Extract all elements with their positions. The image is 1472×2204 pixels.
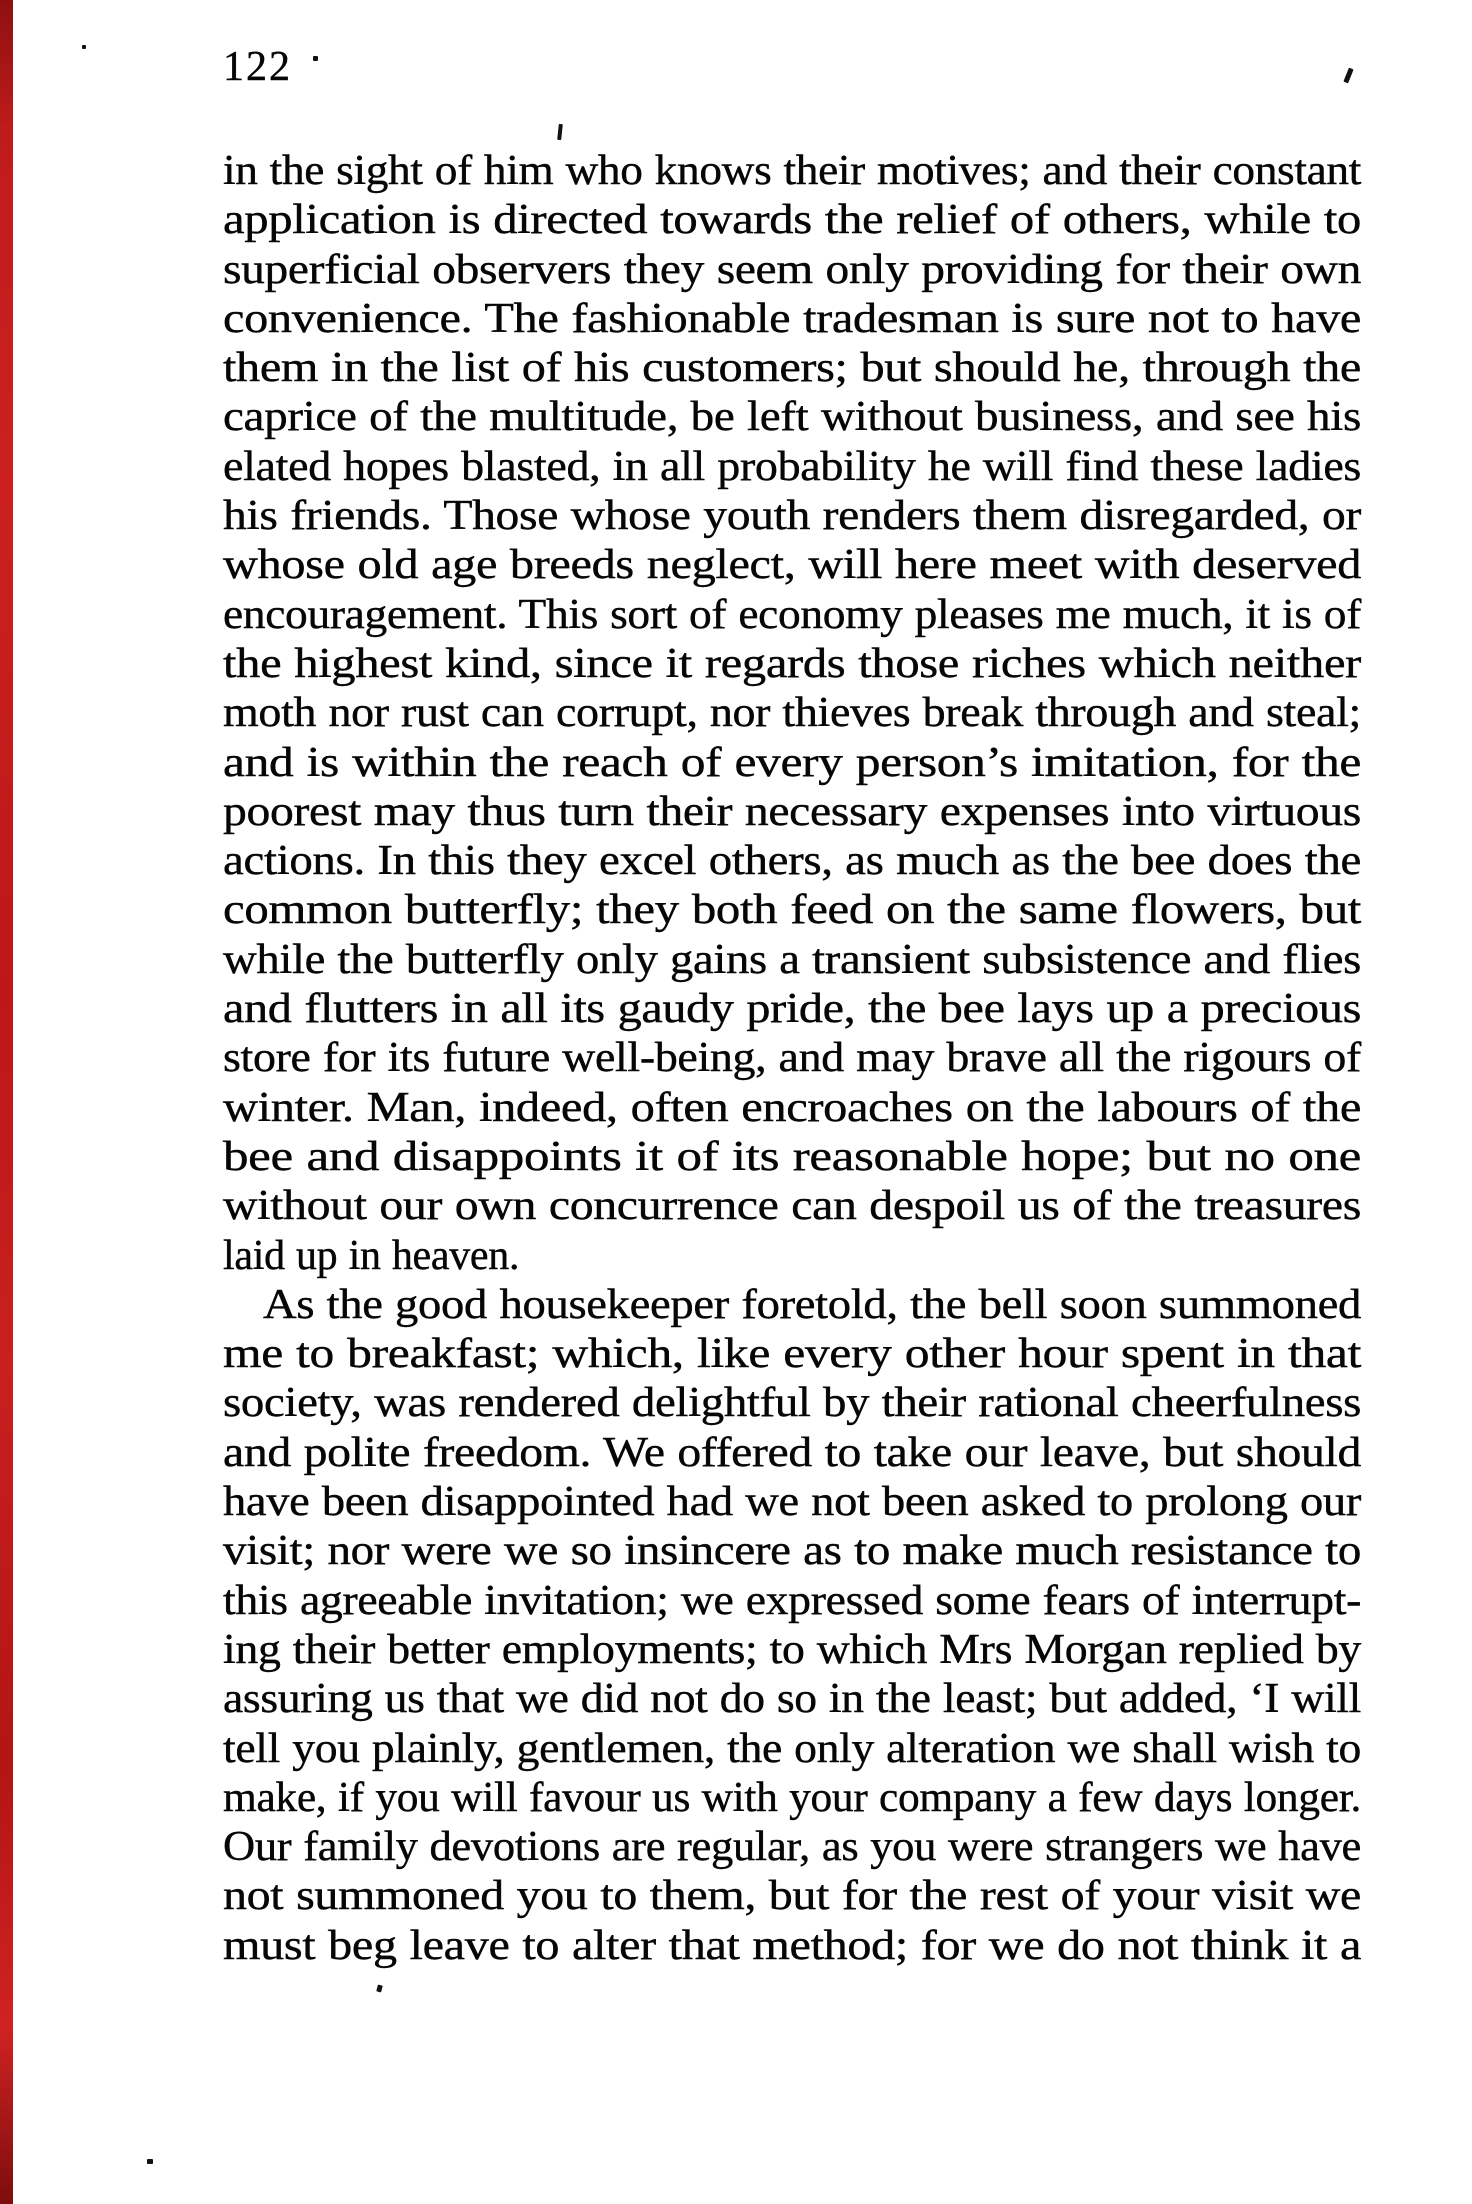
text-line-content: ing their better employments; to which Mrs Morgan replied by [223, 1626, 1361, 1673]
text-block [223, 147, 1361, 1971]
text-line-content: whose old age breeds neglect, will here meet with deserved [223, 542, 1361, 589]
text-line-content: tell you plainly, gentlemen, the only alteration we shall wish to [223, 1725, 1361, 1772]
text-line-content: bee and disappoints it of its reasonable hope; but no one [223, 1133, 1361, 1180]
text-line [223, 196, 1361, 245]
text-line [223, 1281, 1361, 1330]
text-line-content: this agreeable invitation; we expressed some fears of interrupt- [223, 1577, 1361, 1624]
text-line [223, 1330, 1361, 1379]
text-line-content: in the sight of him who knows their motives; and their constant [223, 148, 1361, 194]
text-line [223, 1823, 1361, 1872]
text-line-content: and flutters in all its gaudy pride, the bee lays up a precious [223, 986, 1361, 1033]
text-line [223, 1725, 1361, 1774]
text-line-content: society, was rendered delightful by their rational cheerfulness [223, 1380, 1361, 1427]
text-line [223, 443, 1361, 492]
text-line-content: moth nor rust can corrupt, nor thieves break through and steal; [223, 690, 1361, 737]
text-line [223, 640, 1361, 689]
text-line-content: while the butterfly only gains a transient subsistence and flies [223, 936, 1361, 983]
text-line [223, 246, 1361, 295]
text-line [223, 492, 1361, 541]
text-line [223, 739, 1361, 788]
text-line [223, 295, 1361, 344]
text-line-content: application is directed towards the relief of others, while to [223, 197, 1361, 244]
text-line-content: poorest may thus turn their necessary expenses into virtuous [223, 788, 1361, 835]
text-line [223, 936, 1361, 985]
text-line [223, 1379, 1361, 1428]
text-line-content: store for its future well-being, and may brave all the rigours of [223, 1035, 1361, 1082]
text-line-content: assuring us that we did not do so in the least; but added, ‘I will [223, 1676, 1361, 1723]
text-line [223, 1084, 1361, 1133]
text-line [223, 788, 1361, 837]
text-line [223, 1429, 1361, 1478]
text-line [223, 1675, 1361, 1724]
text-line [223, 1577, 1361, 1626]
scan-speck [1343, 68, 1353, 84]
text-line-content: caprice of the multitude, be left without business, and see his [223, 394, 1361, 441]
text-line-content: have been disappointed had we not been asked to prolong our [223, 1479, 1361, 1526]
text-line [223, 1133, 1361, 1182]
text-line-content: winter. Man, indeed, often encroaches on the labours of the [223, 1084, 1361, 1131]
text-line-content: visit; nor were we so insincere as to make much resistance to [223, 1528, 1361, 1575]
text-line [223, 886, 1361, 935]
text-line-content: the highest kind, since it regards those riches which neither [223, 640, 1361, 687]
text-line [223, 1872, 1361, 1921]
text-line-content: without our own concurrence can despoil us of the treasures [223, 1183, 1361, 1230]
text-line-content: me to breakfast; which, like every other hour spent in that [223, 1331, 1361, 1378]
paragraph [223, 147, 1361, 1281]
text-line-content: them in the list of his customers; but should he, through the [223, 345, 1361, 392]
paragraph [223, 1281, 1361, 1971]
scan-speck [557, 124, 563, 140]
text-line [223, 1922, 1361, 1971]
text-line-content: common butterfly; they both feed on the same flowers, but [223, 887, 1361, 934]
text-line-content: his friends. Those whose youth renders them disregarded, or [223, 493, 1361, 540]
text-line-content: superficial observers they seem only providing for their own [223, 246, 1361, 293]
scan-speck [313, 56, 318, 61]
text-line [223, 344, 1361, 393]
text-line-content: encouragement. This sort of economy pleases me much, it is of [223, 591, 1361, 638]
scan-speck [147, 2159, 153, 2164]
text-line [223, 393, 1361, 442]
text-line [223, 1626, 1361, 1675]
text-line-content: laid up in heaven. [223, 1232, 520, 1279]
text-line [223, 985, 1361, 1034]
text-line [223, 1034, 1361, 1083]
text-line [223, 689, 1361, 738]
text-line-content: not summoned you to them, but for the rest of your visit we [223, 1873, 1361, 1920]
text-line-content: make, if you will favour us with your company a few days longer. [223, 1774, 1361, 1821]
text-line [223, 147, 1361, 196]
text-line [223, 1527, 1361, 1576]
text-line-content: must beg leave to alter that method; for we do not think it a [223, 1922, 1361, 1969]
text-line-content: As the good housekeeper foretold, the bell soon summoned [263, 1281, 1361, 1328]
text-line-content: actions. In this they excel others, as much as the bee does the [223, 838, 1361, 885]
text-line-content: elated hopes blasted, in all probability he will find these ladies [223, 443, 1361, 490]
text-line [223, 1478, 1361, 1527]
text-line-content: Our family devotions are regular, as you were strangers we have [223, 1824, 1361, 1871]
book-spine-edge [0, 0, 13, 2204]
text-line [223, 1774, 1361, 1823]
text-line [223, 591, 1361, 640]
text-line [223, 541, 1361, 590]
scan-speck [82, 45, 86, 49]
text-line-content: convenience. The fashionable tradesman is sure not to have [223, 295, 1361, 342]
text-line-content: and polite freedom. We offered to take our leave, but should [223, 1429, 1361, 1476]
text-line [223, 837, 1361, 886]
text-line [223, 1182, 1361, 1231]
scan-speck [376, 1984, 383, 1992]
text-line [223, 1232, 1361, 1281]
page-number: 122 [223, 44, 292, 90]
text-line-content: and is within the reach of every person’s imitation, for the [223, 739, 1361, 786]
